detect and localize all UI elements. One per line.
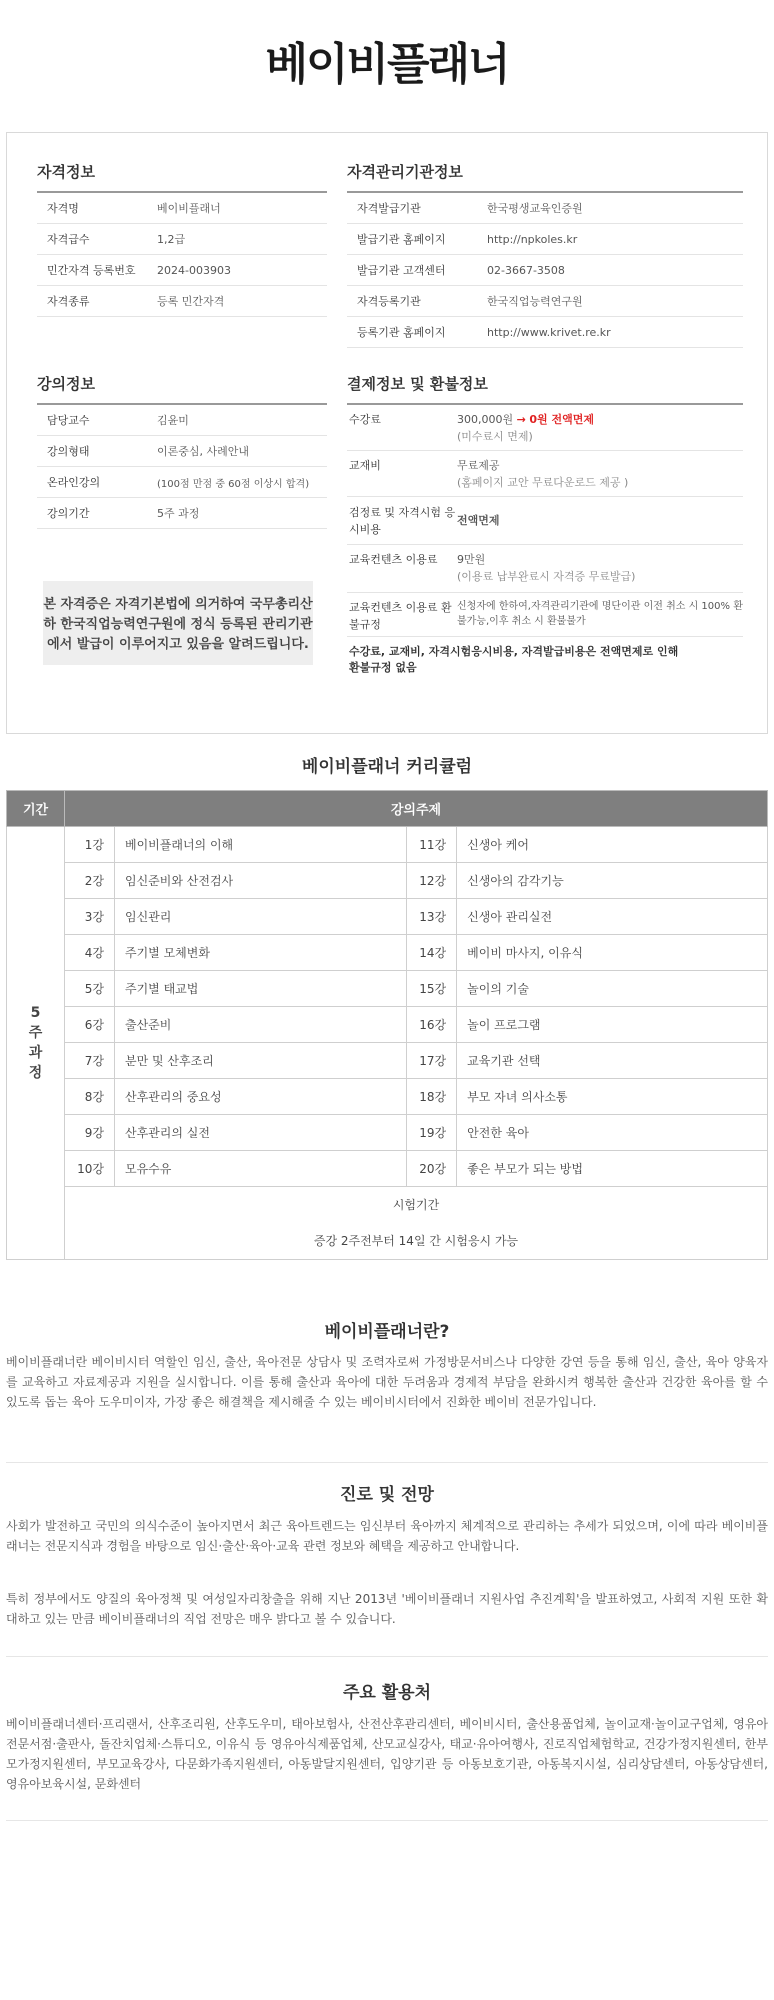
info-row: 강의기간 5주 과정	[37, 498, 327, 529]
material-row: 교재비 무료제공 (홈페이지 교안 무료다운로드 제공 )	[347, 451, 743, 497]
exam-row	[7, 1187, 768, 1260]
content-fee-row: 교육컨텐츠 이용료 9만원 (이용료 납부완료시 자격증 무료발급)	[347, 545, 743, 593]
divider	[6, 1656, 768, 1657]
table-row: 6강 출산준비 16강 놀이 프로그램	[7, 1007, 768, 1043]
career-text-2: 특히 정부에서도 양질의 육아정책 및 여성일자리창출을 위해 지난 2013년 '베이비플래너 지원사업 추진계획'을 발표하였고, 사회적 지원 또한 확대하고 있는 만큼 베이비플래너의 직업 전망은 매우 밝다고 볼 수 있습니다.	[6, 1592, 768, 1626]
payment-info-heading: 결제정보 및 환불정보	[347, 373, 743, 405]
fee-arrow: →	[516, 413, 526, 426]
curriculum-table	[6, 790, 768, 1260]
table-row: 9강 산후관리의 실전 19강 안전한 육아	[7, 1115, 768, 1151]
fee-price: 300,000원	[457, 413, 514, 426]
exam-period-cell	[65, 1187, 768, 1260]
agency-info-heading: 자격관리기관정보	[347, 161, 743, 193]
fee-sub: (미수료시 면제)	[457, 430, 533, 443]
issuer-homepage-link[interactable]: http://npkoles.kr	[487, 232, 578, 246]
notice-text: 본 자격증은 자격기본법에 의거하여 국무총리산하 한국직업능력연구원에 정식 등록된 관리기관에서 발급이 이루어지고 있음을 알려드립니다.	[43, 597, 313, 652]
career-title: 진로 및 전망	[340, 1485, 434, 1505]
period-header: 기간	[7, 791, 65, 827]
divider	[6, 1820, 768, 1821]
table-row: 5강 주기별 태교법 15강 놀이의 기술	[7, 971, 768, 1007]
payment-info-section	[347, 373, 743, 681]
info-row: 등록기관 홈페이지 http://www.krivet.re.kr	[347, 317, 743, 348]
info-row: 자격등록기관 한국직업능력연구원	[347, 286, 743, 317]
table-row: 3강 임신관리 13강 신생아 관리실전	[7, 899, 768, 935]
table-row: 8강 산후관리의 중요성 18강 부모 자녀 의사소통	[7, 1079, 768, 1115]
refund-row: 교육컨텐츠 이용료 환불규정 신청자에 한하여,자격관리기관에 명단이관 이전 취소 시 100% 환불가능,이후 취소 시 환불불가	[347, 593, 743, 637]
page-title: 베이비플래너	[265, 39, 509, 90]
qualification-info-section	[37, 161, 327, 317]
about-title: 베이비플래너란?	[324, 1322, 450, 1342]
registry-homepage-link[interactable]: http://www.krivet.re.kr	[487, 325, 611, 339]
exam-desc: 증강 2주전부터 14일 간 시험응시 가능	[313, 1234, 519, 1248]
info-row: 민간자격 등록번호 2024-003903	[37, 255, 327, 286]
info-row: 자격급수 1,2급	[37, 224, 327, 255]
fee-row: 수강료 300,000원 → 0원 전액면제 (미수료시 면제)	[347, 405, 743, 451]
info-row: 자격발급기관 한국평생교육인증원	[347, 193, 743, 224]
table-row: 5주 과정 1강 베이비플래너의 이해 11강 신생아 케어	[7, 827, 768, 863]
exam-fee-row: 검정료 및 자격시험 응시비용 전액면제	[347, 497, 743, 545]
table-row: 2강 임신준비와 산전검사 12강 신생아의 감각기능	[7, 863, 768, 899]
refund-note: 수강료, 교재비, 자격시험응시비용, 자격발급비용은 전액면제로 인해 환불규정 없음	[349, 645, 679, 674]
table-row: 10강 모유수유 20강 좋은 부모가 되는 방법	[7, 1151, 768, 1187]
curriculum-title: 베이비플래너 커리큘럼	[301, 757, 473, 777]
subject-header: 강의주제	[65, 791, 768, 827]
info-row: 발급기관 홈페이지 http://npkoles.kr	[347, 224, 743, 255]
usage-title: 주요 활용처	[342, 1683, 432, 1703]
info-row: 자격종류 등록 민간자격	[37, 286, 327, 317]
fee-free: 0원 전액면제	[529, 413, 594, 426]
info-row: 발급기관 고객센터 02-3667-3508	[347, 255, 743, 286]
lecture-info-heading: 강의정보	[37, 373, 327, 405]
notice-box	[43, 581, 313, 665]
info-row: 담당교수 김윤미	[37, 405, 327, 436]
divider	[6, 1462, 768, 1463]
about-text: 베이비플래너란 베이비시터 역할인 임신, 출산, 육아전문 상담사 및 조력자로써 가정방문서비스나 다양한 강연 등을 통해 임신, 출산, 육아 양육자를 교육하고 자료제공과 지원을 실시합니다. 이를 통해 출산과 육아에 대한 두려움과 경제적 부담을 완화시켜 행복한 출산과 건강한 육아를 할 수 있도록 돕는 육아 도우미이자, 가장 좋은 해결책을 제시해줄 수 있는 베이비시터에서 진화한 베이비 전문가입니다.	[6, 1355, 768, 1409]
table-header-row	[7, 791, 768, 827]
qualification-info-heading: 자격정보	[37, 161, 327, 193]
lecture-info-section	[37, 373, 327, 529]
agency-info-section	[347, 161, 743, 348]
info-row: 자격명 베이비플래너	[37, 193, 327, 224]
exam-label: 시험기간	[392, 1198, 440, 1212]
info-row: 강의형태 이론중심, 사례안내	[37, 436, 327, 467]
info-row: 온라인강의 (100점 만점 중 60점 이상시 합격)	[37, 467, 327, 498]
period-cell: 5주 과정	[7, 827, 65, 1260]
career-text-1: 사회가 발전하고 국민의 의식수준이 높아지면서 최근 육아트렌드는 임신부터 육아까지 체계적으로 관리하는 추세가 되었으며, 이에 따라 베이비플래너는 전문지식과 경험을 바탕으로 임신·출산·육아·교육 관련 정보와 혜택을 제공하고 안내합니다.	[6, 1519, 768, 1553]
table-row: 4강 주기별 모체변화 14강 베이비 마사지, 이유식	[7, 935, 768, 971]
table-row: 7강 분만 및 산후조리 17강 교육기관 선택	[7, 1043, 768, 1079]
info-box	[6, 132, 768, 734]
usage-text: 베이비플래너센터·프리랜서, 산후조리원, 산후도우미, 태아보험사, 산전산후관리센터, 베이비시터, 출산용품업체, 놀이교재·놀이교구업체, 영유아전문서점·출판사, 돌잔치업체·스튜디오, 이유식 등 영유아식제품업체, 산모교실강사, 태교·유아여행사, 진로직업체험학교, 건강가정지원센터, 한부모가정지원센터, 부모교육강사, 다문화가족지원센터, 아동발달지원센터, 입양기관 등 아동보호기관, 아동복지시설, 심리상담센터, 아동상담센터, 영유아보육시설, 문화센터	[6, 1717, 768, 1791]
